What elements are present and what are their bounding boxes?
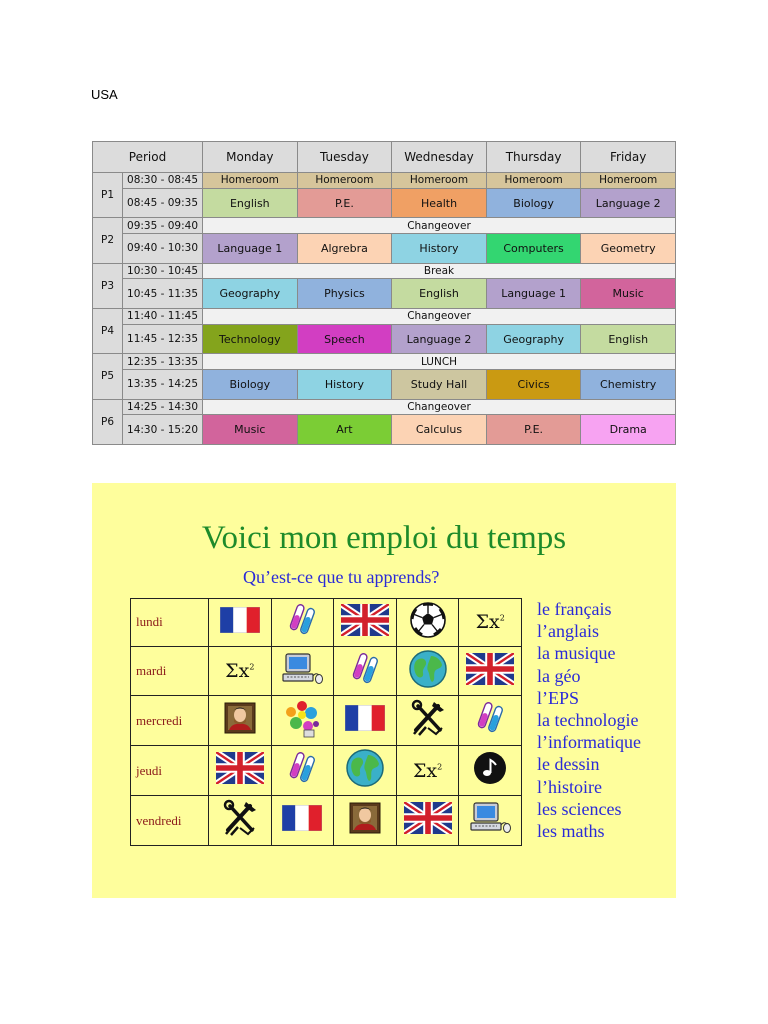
subject-cell: Homeroom [297, 173, 392, 189]
usa-timetable [92, 141, 676, 445]
subject-cell: English [581, 324, 676, 354]
subject-cell: Speech [297, 324, 392, 354]
computer-icon [468, 801, 512, 840]
grid-cell [459, 646, 522, 696]
uk-flag-icon [466, 653, 514, 690]
subject-list [537, 598, 641, 842]
time-cell: 10:30 - 10:45 [123, 263, 203, 279]
timetable-row [93, 263, 676, 279]
paint-splash-icon [280, 698, 324, 743]
period-label: P4 [93, 308, 123, 353]
subject-list-item: l’EPS [537, 687, 580, 708]
subject-list-item: le français [537, 599, 612, 619]
subject-cell: Homeroom [203, 173, 298, 189]
subject-list-item: la technologie [537, 710, 639, 731]
portrait-icon [224, 702, 256, 739]
day-label: mercredi [131, 696, 209, 746]
grid-cell [209, 796, 272, 846]
subject-cell: Calculus [392, 415, 487, 445]
subject-cell: Music [581, 279, 676, 309]
page-label: USA [91, 87, 118, 102]
timetable-row [93, 279, 676, 309]
timetable-row [93, 324, 676, 354]
period-label: P2 [93, 218, 123, 263]
subject-cell: Language 2 [392, 324, 487, 354]
header-day: Wednesday [392, 142, 487, 173]
uk-flag-icon [341, 604, 389, 641]
header-day: Tuesday [297, 142, 392, 173]
portrait-icon [349, 802, 381, 839]
timetable-row [93, 173, 676, 189]
grid-cell [334, 746, 397, 796]
grid-cell [209, 646, 272, 696]
time-cell: 08:30 - 08:45 [123, 173, 203, 189]
grid-cell [334, 696, 397, 746]
transition-cell: Changeover [203, 218, 676, 234]
tools-icon [220, 798, 260, 843]
subject-cell: History [297, 370, 392, 400]
subject-cell: Physics [297, 279, 392, 309]
time-cell: 10:45 - 11:35 [123, 279, 203, 309]
grid-cell [334, 599, 397, 647]
tools-icon [408, 698, 448, 743]
grid-cell [271, 796, 334, 846]
subject-list-item: l’informatique [537, 732, 641, 753]
grid-cell [459, 599, 522, 647]
transition-cell: LUNCH [203, 354, 676, 370]
subject-cell: Drama [581, 415, 676, 445]
timetable-row [93, 415, 676, 445]
subject-cell: Geography [486, 324, 581, 354]
grid-cell [209, 746, 272, 796]
period-label: P5 [93, 354, 123, 399]
french-timetable-panel [92, 483, 676, 898]
header-day: Friday [581, 142, 676, 173]
subject-cell: Chemistry [581, 370, 676, 400]
subject-cell: Health [392, 188, 487, 218]
header-period: Period [93, 142, 203, 173]
subject-cell: Civics [486, 370, 581, 400]
subject-cell: P.E. [486, 415, 581, 445]
subject-cell: Biology [203, 370, 298, 400]
grid-cell [271, 696, 334, 746]
timetable-row [93, 234, 676, 264]
subject-list-item: la musique [537, 643, 616, 664]
grid-cell [334, 646, 397, 696]
french-subtitle: Qu’est-ce que tu apprends? [243, 567, 440, 587]
grid-cell [334, 796, 397, 846]
grid-cell [396, 746, 459, 796]
sigma-maths-icon: $\Sigma x^2$ [412, 759, 443, 782]
grid-row [131, 746, 522, 796]
subject-cell: English [203, 188, 298, 218]
subject-list-item: la géo [537, 665, 581, 686]
subject-list-item: les sciences [537, 798, 622, 819]
subject-cell: Language 2 [581, 188, 676, 218]
subject-cell: Geometry [581, 234, 676, 264]
timetable-row [93, 218, 676, 234]
day-label: jeudi [131, 746, 209, 796]
timetable-row [93, 188, 676, 218]
subject-cell: Study Hall [392, 370, 487, 400]
subject-cell: Technology [203, 324, 298, 354]
timetable-row [93, 308, 676, 324]
subject-cell: English [392, 279, 487, 309]
time-cell: 09:35 - 09:40 [123, 218, 203, 234]
grid-cell [459, 746, 522, 796]
subject-cell: Computers [486, 234, 581, 264]
header-day: Thursday [486, 142, 581, 173]
time-cell: 14:25 - 14:30 [123, 399, 203, 415]
grid-row [131, 646, 522, 696]
subject-list-item: l’histoire [537, 776, 602, 797]
uk-flag-icon [404, 802, 452, 839]
subject-list-item: les maths [537, 821, 605, 842]
grid-cell [271, 746, 334, 796]
grid-cell [459, 696, 522, 746]
transition-cell: Changeover [203, 308, 676, 324]
subject-cell: Homeroom [392, 173, 487, 189]
transition-cell: Changeover [203, 399, 676, 415]
test-tubes-icon [473, 701, 507, 740]
test-tubes-icon [348, 652, 382, 691]
grid-cell [459, 796, 522, 846]
subject-cell: P.E. [297, 188, 392, 218]
sigma-maths-icon: $\Sigma x^2$ [475, 611, 505, 634]
day-label: mardi [131, 646, 209, 696]
france-flag-icon [282, 805, 322, 836]
time-cell: 08:45 - 09:35 [123, 188, 203, 218]
transition-cell: Break [203, 263, 676, 279]
timetable-header-row [93, 142, 676, 173]
day-label: lundi [131, 599, 209, 647]
period-label: P1 [93, 173, 123, 218]
grid-cell [209, 599, 272, 647]
period-label: P6 [93, 399, 123, 444]
subject-cell: Language 1 [486, 279, 581, 309]
subject-list-item: l’anglais [537, 621, 599, 642]
france-flag-icon [345, 705, 385, 736]
time-cell: 09:40 - 10:30 [123, 234, 203, 264]
time-cell: 12:35 - 13:35 [123, 354, 203, 370]
grid-row [131, 696, 522, 746]
time-cell: 13:35 - 14:25 [123, 370, 203, 400]
grid-cell [271, 599, 334, 647]
sigma-maths-icon: $\Sigma x^2$ [225, 660, 255, 683]
time-cell: 11:45 - 12:35 [123, 324, 203, 354]
music-note-icon [473, 751, 507, 790]
grid-row [131, 796, 522, 846]
day-label: vendredi [131, 796, 209, 846]
grid-cell [209, 696, 272, 746]
test-tubes-icon [285, 603, 319, 642]
subject-cell: Biology [486, 188, 581, 218]
subject-cell: Homeroom [581, 173, 676, 189]
french-grid [130, 598, 522, 846]
subject-cell: Language 1 [203, 234, 298, 264]
test-tubes-icon [285, 751, 319, 790]
globe-icon [408, 649, 448, 694]
grid-cell [396, 646, 459, 696]
timetable-row [93, 370, 676, 400]
subject-cell: Geography [203, 279, 298, 309]
grid-cell [396, 599, 459, 647]
header-day: Monday [203, 142, 298, 173]
time-cell: 11:40 - 11:45 [123, 308, 203, 324]
subject-cell: Homeroom [486, 173, 581, 189]
subject-cell: Art [297, 415, 392, 445]
subject-cell: History [392, 234, 487, 264]
grid-row [131, 599, 522, 647]
france-flag-icon [220, 607, 260, 638]
subject-cell: Music [203, 415, 298, 445]
grid-cell [396, 696, 459, 746]
globe-icon [345, 748, 385, 793]
timetable-row [93, 399, 676, 415]
football-icon [409, 601, 447, 644]
grid-cell [396, 796, 459, 846]
subject-cell: Algrebra [297, 234, 392, 264]
subject-list-item: le dessin [537, 754, 600, 775]
uk-flag-icon [216, 752, 264, 789]
timetable-row [93, 354, 676, 370]
computer-icon [280, 652, 324, 691]
french-title: Voici mon emploi du temps [201, 520, 567, 556]
period-label: P3 [93, 263, 123, 308]
grid-cell [271, 646, 334, 696]
time-cell: 14:30 - 15:20 [123, 415, 203, 445]
